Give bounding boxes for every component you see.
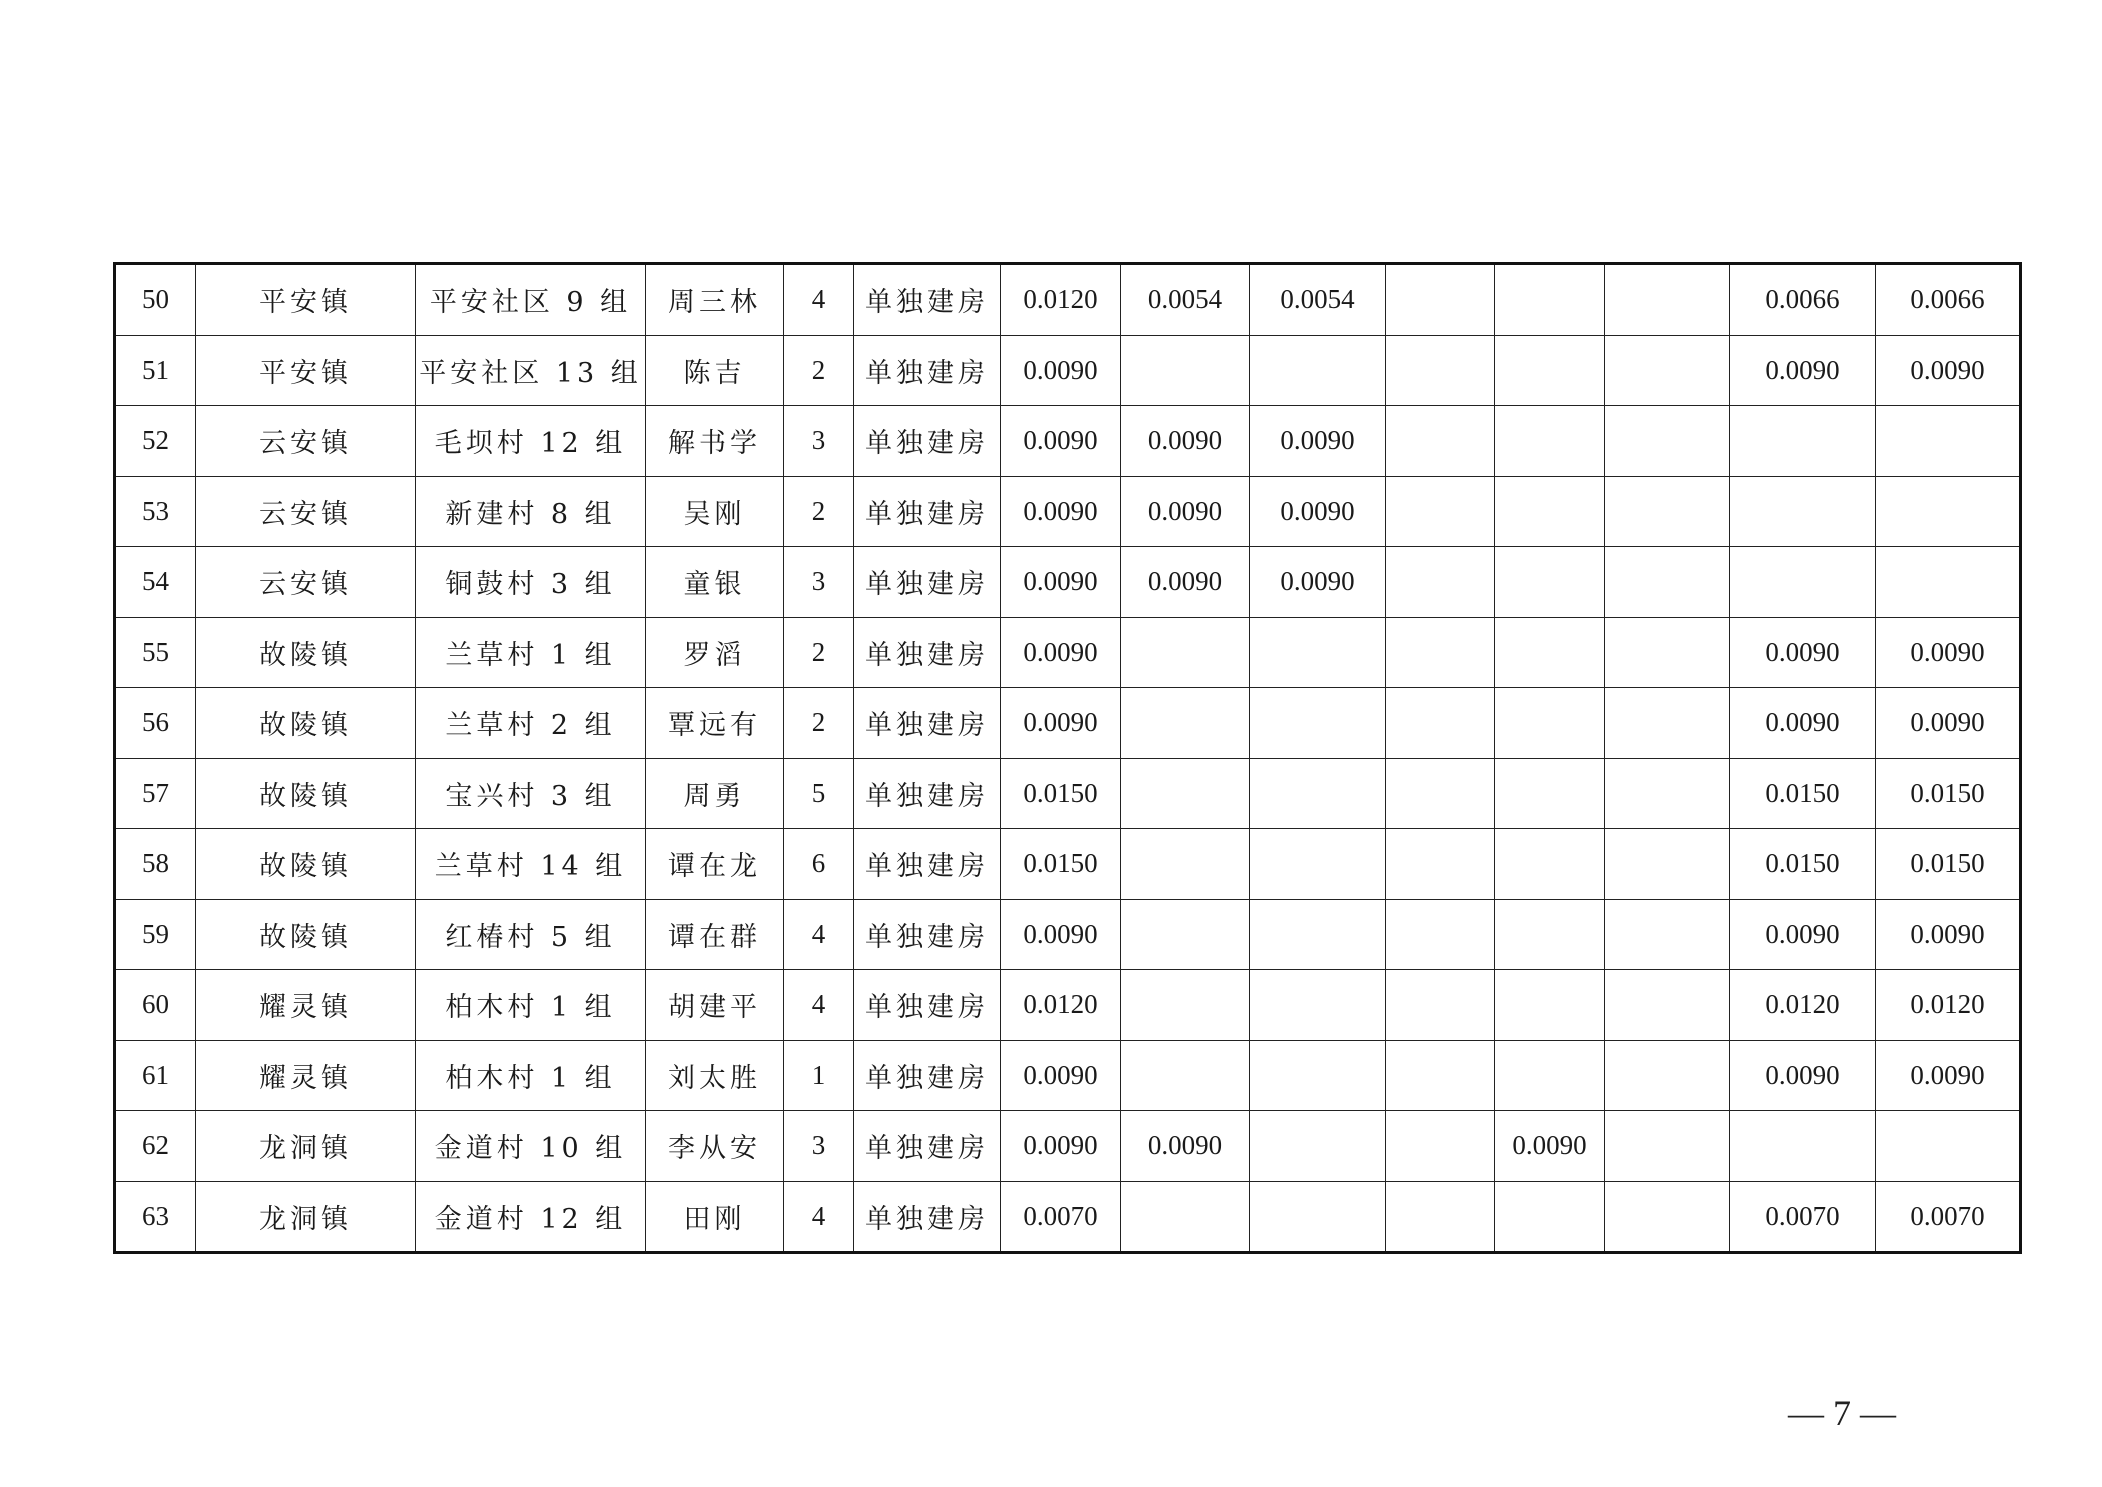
area-cell-3: 0.0090 [1250, 476, 1386, 547]
area-cell-5 [1495, 476, 1605, 547]
row-number-cell: 63 [115, 1181, 196, 1253]
area-cell-5 [1495, 970, 1605, 1041]
area-cell-3: 0.0054 [1250, 264, 1386, 336]
area-cell-1: 0.0090 [1001, 899, 1121, 970]
area-cell-4 [1386, 1181, 1495, 1253]
area-cell-3 [1250, 829, 1386, 900]
village-cell: 宝兴村 3 组 [416, 758, 646, 829]
area-cell-5 [1495, 335, 1605, 406]
village-cell: 柏木村 1 组 [416, 1040, 646, 1111]
area-cell-6 [1605, 547, 1730, 618]
area-cell-7: 0.0090 [1730, 1040, 1876, 1111]
page-number: — 7 — [1788, 1393, 1896, 1433]
row-number-cell: 61 [115, 1040, 196, 1111]
household-count-cell: 4 [784, 1181, 854, 1253]
area-cell-1: 0.0090 [1001, 617, 1121, 688]
area-cell-4 [1386, 1040, 1495, 1111]
area-cell-7: 0.0090 [1730, 688, 1876, 759]
area-cell-3: 0.0090 [1250, 547, 1386, 618]
area-cell-5 [1495, 758, 1605, 829]
area-cell-7: 0.0150 [1730, 829, 1876, 900]
area-cell-3 [1250, 335, 1386, 406]
town-cell: 故陵镇 [196, 688, 416, 759]
owner-name-cell: 周三林 [646, 264, 784, 336]
table-row [115, 1111, 2021, 1182]
row-number-cell: 60 [115, 970, 196, 1041]
table-row [115, 264, 2021, 336]
build-type-cell: 单独建房 [854, 264, 1001, 336]
area-cell-7: 0.0090 [1730, 617, 1876, 688]
build-type-cell: 单独建房 [854, 1040, 1001, 1111]
area-cell-8: 0.0090 [1876, 617, 2021, 688]
area-cell-1: 0.0090 [1001, 476, 1121, 547]
household-count-cell: 5 [784, 758, 854, 829]
owner-name-cell: 童银 [646, 547, 784, 618]
household-count-cell: 2 [784, 335, 854, 406]
row-number-cell: 53 [115, 476, 196, 547]
household-count-cell: 2 [784, 476, 854, 547]
area-cell-7: 0.0090 [1730, 335, 1876, 406]
area-cell-5 [1495, 617, 1605, 688]
area-cell-1: 0.0150 [1001, 829, 1121, 900]
town-cell: 耀灵镇 [196, 970, 416, 1041]
area-cell-6 [1605, 476, 1730, 547]
area-cell-8: 0.0070 [1876, 1181, 2021, 1253]
area-cell-4 [1386, 335, 1495, 406]
land-use-table [113, 262, 2022, 1254]
area-cell-4 [1386, 899, 1495, 970]
area-cell-2 [1121, 758, 1250, 829]
area-cell-3 [1250, 758, 1386, 829]
household-count-cell: 3 [784, 1111, 854, 1182]
town-cell: 云安镇 [196, 406, 416, 477]
area-cell-2: 0.0054 [1121, 264, 1250, 336]
town-cell: 故陵镇 [196, 758, 416, 829]
owner-name-cell: 刘太胜 [646, 1040, 784, 1111]
area-cell-4 [1386, 758, 1495, 829]
area-cell-8: 0.0090 [1876, 1040, 2021, 1111]
town-cell: 云安镇 [196, 547, 416, 618]
row-number-cell: 57 [115, 758, 196, 829]
area-cell-3 [1250, 899, 1386, 970]
village-cell: 兰草村 14 组 [416, 829, 646, 900]
town-cell: 耀灵镇 [196, 1040, 416, 1111]
table-row [115, 829, 2021, 900]
area-cell-2 [1121, 335, 1250, 406]
area-cell-1: 0.0090 [1001, 688, 1121, 759]
row-number-cell: 54 [115, 547, 196, 618]
row-number-cell: 52 [115, 406, 196, 477]
area-cell-4 [1386, 970, 1495, 1041]
area-cell-7: 0.0070 [1730, 1181, 1876, 1253]
build-type-cell: 单独建房 [854, 335, 1001, 406]
village-cell: 平安社区 9 组 [416, 264, 646, 336]
area-cell-6 [1605, 829, 1730, 900]
area-cell-6 [1605, 406, 1730, 477]
area-cell-7: 0.0066 [1730, 264, 1876, 336]
area-cell-4 [1386, 1111, 1495, 1182]
build-type-cell: 单独建房 [854, 970, 1001, 1041]
build-type-cell: 单独建房 [854, 688, 1001, 759]
area-cell-6 [1605, 970, 1730, 1041]
table-row [115, 406, 2021, 477]
row-number-cell: 58 [115, 829, 196, 900]
area-cell-8: 0.0090 [1876, 688, 2021, 759]
area-cell-8: 0.0150 [1876, 829, 2021, 900]
build-type-cell: 单独建房 [854, 1181, 1001, 1253]
area-cell-1: 0.0090 [1001, 547, 1121, 618]
household-count-cell: 6 [784, 829, 854, 900]
area-cell-4 [1386, 829, 1495, 900]
village-cell: 平安社区 13 组 [416, 335, 646, 406]
area-cell-1: 0.0150 [1001, 758, 1121, 829]
area-cell-1: 0.0120 [1001, 970, 1121, 1041]
area-cell-6 [1605, 617, 1730, 688]
area-cell-1: 0.0090 [1001, 406, 1121, 477]
build-type-cell: 单独建房 [854, 1111, 1001, 1182]
area-cell-7: 0.0090 [1730, 899, 1876, 970]
table-body [115, 264, 2021, 1253]
area-cell-4 [1386, 688, 1495, 759]
area-cell-6 [1605, 335, 1730, 406]
area-cell-2: 0.0090 [1121, 1111, 1250, 1182]
area-cell-4 [1386, 406, 1495, 477]
owner-name-cell: 覃远有 [646, 688, 784, 759]
row-number-cell: 62 [115, 1111, 196, 1182]
owner-name-cell: 解书学 [646, 406, 784, 477]
area-cell-3: 0.0090 [1250, 406, 1386, 477]
household-count-cell: 1 [784, 1040, 854, 1111]
owner-name-cell: 陈吉 [646, 335, 784, 406]
area-cell-7: 0.0120 [1730, 970, 1876, 1041]
area-cell-6 [1605, 1040, 1730, 1111]
area-cell-2 [1121, 829, 1250, 900]
build-type-cell: 单独建房 [854, 547, 1001, 618]
owner-name-cell: 吴刚 [646, 476, 784, 547]
area-cell-8: 0.0090 [1876, 335, 2021, 406]
household-count-cell: 2 [784, 688, 854, 759]
build-type-cell: 单独建房 [854, 406, 1001, 477]
area-cell-8: 0.0120 [1876, 970, 2021, 1041]
area-cell-4 [1386, 547, 1495, 618]
row-number-cell: 59 [115, 899, 196, 970]
area-cell-2: 0.0090 [1121, 547, 1250, 618]
area-cell-5 [1495, 264, 1605, 336]
household-count-cell: 3 [784, 406, 854, 477]
area-cell-8: 0.0066 [1876, 264, 2021, 336]
area-cell-4 [1386, 617, 1495, 688]
area-cell-8 [1876, 1111, 2021, 1182]
household-count-cell: 2 [784, 617, 854, 688]
area-cell-5 [1495, 1181, 1605, 1253]
area-cell-4 [1386, 476, 1495, 547]
village-cell: 柏木村 1 组 [416, 970, 646, 1041]
area-cell-2: 0.0090 [1121, 476, 1250, 547]
area-cell-2 [1121, 899, 1250, 970]
table-row [115, 899, 2021, 970]
area-cell-8 [1876, 547, 2021, 618]
table-row [115, 547, 2021, 618]
area-cell-2 [1121, 970, 1250, 1041]
area-cell-2 [1121, 1181, 1250, 1253]
area-cell-5 [1495, 829, 1605, 900]
area-cell-6 [1605, 264, 1730, 336]
area-cell-3 [1250, 688, 1386, 759]
table-row [115, 617, 2021, 688]
area-cell-8: 0.0090 [1876, 899, 2021, 970]
area-cell-1: 0.0090 [1001, 1040, 1121, 1111]
area-cell-1: 0.0090 [1001, 335, 1121, 406]
row-number-cell: 51 [115, 335, 196, 406]
area-cell-8 [1876, 476, 2021, 547]
area-cell-5 [1495, 899, 1605, 970]
town-cell: 云安镇 [196, 476, 416, 547]
area-cell-7 [1730, 406, 1876, 477]
area-cell-3 [1250, 1111, 1386, 1182]
village-cell: 金道村 10 组 [416, 1111, 646, 1182]
household-count-cell: 4 [784, 264, 854, 336]
area-cell-5: 0.0090 [1495, 1111, 1605, 1182]
area-cell-3 [1250, 970, 1386, 1041]
area-cell-8: 0.0150 [1876, 758, 2021, 829]
build-type-cell: 单独建房 [854, 899, 1001, 970]
table-row [115, 476, 2021, 547]
area-cell-7 [1730, 547, 1876, 618]
village-cell: 兰草村 2 组 [416, 688, 646, 759]
table-row [115, 335, 2021, 406]
village-cell: 毛坝村 12 组 [416, 406, 646, 477]
table-row [115, 1040, 2021, 1111]
owner-name-cell: 谭在群 [646, 899, 784, 970]
area-cell-2: 0.0090 [1121, 406, 1250, 477]
area-cell-5 [1495, 1040, 1605, 1111]
area-cell-5 [1495, 406, 1605, 477]
household-count-cell: 4 [784, 899, 854, 970]
build-type-cell: 单独建房 [854, 617, 1001, 688]
town-cell: 龙洞镇 [196, 1111, 416, 1182]
area-cell-4 [1386, 264, 1495, 336]
area-cell-7 [1730, 1111, 1876, 1182]
area-cell-1: 0.0120 [1001, 264, 1121, 336]
town-cell: 故陵镇 [196, 899, 416, 970]
table-row [115, 688, 2021, 759]
town-cell: 龙洞镇 [196, 1181, 416, 1253]
area-cell-3 [1250, 1040, 1386, 1111]
area-cell-3 [1250, 617, 1386, 688]
build-type-cell: 单独建房 [854, 476, 1001, 547]
row-number-cell: 55 [115, 617, 196, 688]
area-cell-3 [1250, 1181, 1386, 1253]
area-cell-1: 0.0070 [1001, 1181, 1121, 1253]
owner-name-cell: 罗滔 [646, 617, 784, 688]
build-type-cell: 单独建房 [854, 829, 1001, 900]
area-cell-5 [1495, 688, 1605, 759]
area-cell-7: 0.0150 [1730, 758, 1876, 829]
table-row [115, 758, 2021, 829]
area-cell-1: 0.0090 [1001, 1111, 1121, 1182]
village-cell: 新建村 8 组 [416, 476, 646, 547]
area-cell-6 [1605, 688, 1730, 759]
owner-name-cell: 胡建平 [646, 970, 784, 1041]
table-row [115, 970, 2021, 1041]
village-cell: 铜鼓村 3 组 [416, 547, 646, 618]
table-row [115, 1181, 2021, 1253]
area-cell-2 [1121, 617, 1250, 688]
owner-name-cell: 周勇 [646, 758, 784, 829]
area-cell-6 [1605, 1111, 1730, 1182]
row-number-cell: 56 [115, 688, 196, 759]
area-cell-2 [1121, 1040, 1250, 1111]
area-cell-2 [1121, 688, 1250, 759]
town-cell: 故陵镇 [196, 829, 416, 900]
village-cell: 兰草村 1 组 [416, 617, 646, 688]
town-cell: 平安镇 [196, 335, 416, 406]
row-number-cell: 50 [115, 264, 196, 336]
village-cell: 金道村 12 组 [416, 1181, 646, 1253]
area-cell-8 [1876, 406, 2021, 477]
town-cell: 平安镇 [196, 264, 416, 336]
household-count-cell: 4 [784, 970, 854, 1041]
town-cell: 故陵镇 [196, 617, 416, 688]
area-cell-6 [1605, 899, 1730, 970]
village-cell: 红椿村 5 组 [416, 899, 646, 970]
area-cell-6 [1605, 758, 1730, 829]
area-cell-7 [1730, 476, 1876, 547]
household-count-cell: 3 [784, 547, 854, 618]
owner-name-cell: 谭在龙 [646, 829, 784, 900]
area-cell-5 [1495, 547, 1605, 618]
owner-name-cell: 李从安 [646, 1111, 784, 1182]
owner-name-cell: 田刚 [646, 1181, 784, 1253]
area-cell-6 [1605, 1181, 1730, 1253]
build-type-cell: 单独建房 [854, 758, 1001, 829]
